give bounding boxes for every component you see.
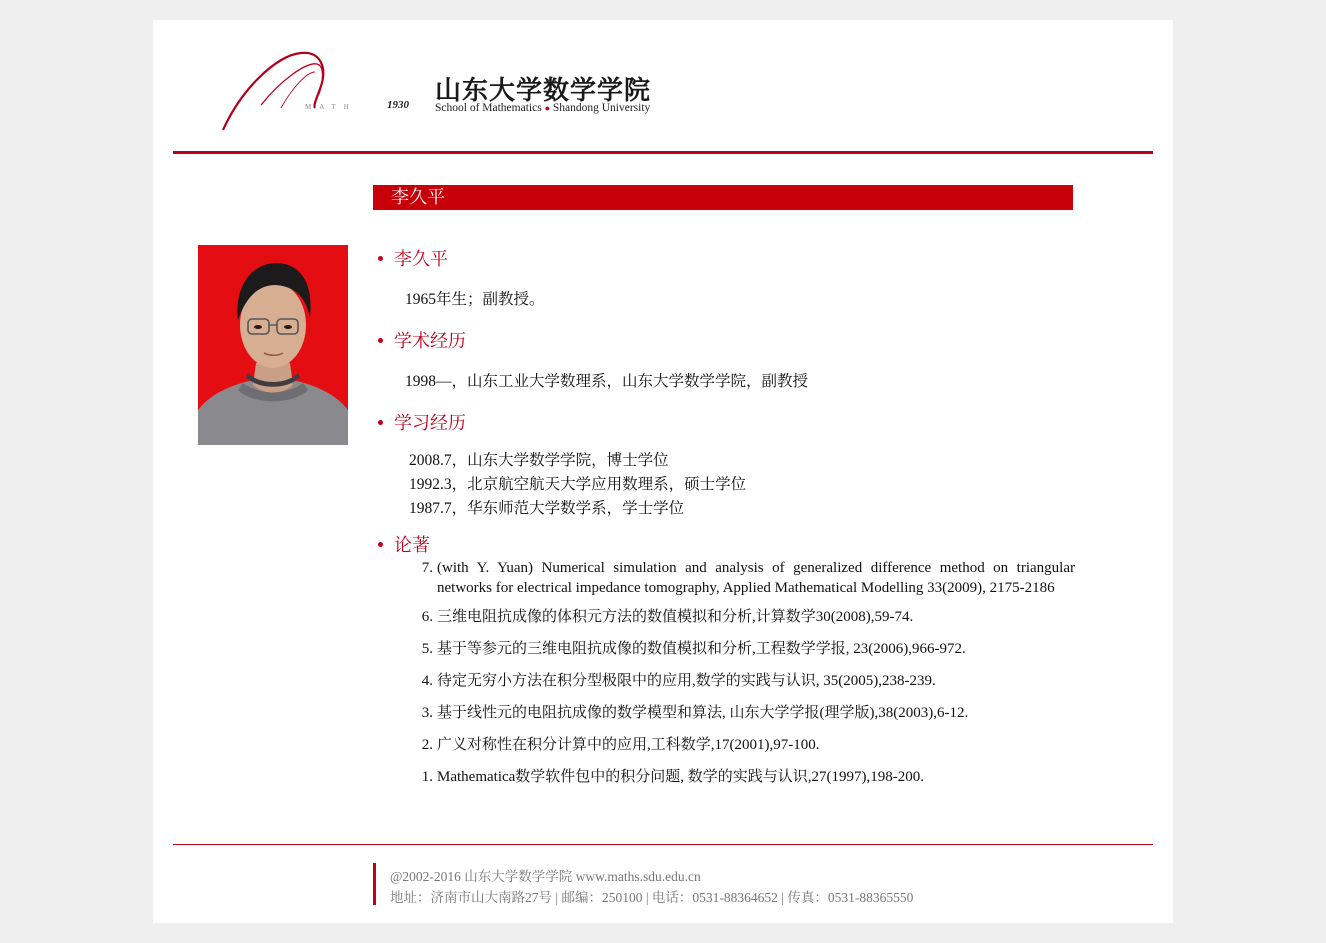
school-name-en-left: School of Mathematics xyxy=(435,102,542,114)
publication-item xyxy=(415,767,1075,787)
footer-contact: 地址：济南市山大南路27号 | 邮编：250100 | 电话：0531-88364652 | 传真：0531-88365550 xyxy=(390,890,914,905)
publication-item xyxy=(415,639,1075,659)
section-academic-title xyxy=(378,327,466,353)
school-name-en xyxy=(435,102,650,114)
publication-item xyxy=(415,607,1075,627)
publication-text: 基于等参元的三维电阻抗成像的数值模拟和分析,工程数学学报, 23(2006),966-972. xyxy=(437,641,966,657)
footer-copyright: @2002-2016 山东大学数学学院 www.maths.sdu.edu.cn xyxy=(390,869,701,884)
academic-text: 1998—，山东工业大学数理系，山东大学数学学院，副教授 xyxy=(405,373,809,390)
logo-year: 1930 xyxy=(387,99,409,111)
section-publications-title xyxy=(378,531,430,557)
bullet-icon xyxy=(378,420,383,425)
publication-number: 2. xyxy=(421,737,433,753)
school-logo[interactable] xyxy=(221,50,652,134)
intro-text: 1965年生；副教授。 xyxy=(405,291,545,308)
publication-number: 3. xyxy=(421,705,433,721)
profile-name-bar: 李久平 xyxy=(373,185,1073,210)
section-education-title-text: 学习经历 xyxy=(394,413,466,434)
publication-text: (with Y. Yuan) Numerical simulation and analysis of generalized difference method on triangular networks for electrical impedance tomography, Applied Mathematical Modelling 33(2009), 2175-2186 xyxy=(437,560,1075,596)
publication-text: 广义对称性在积分计算中的应用,工科数学,17(2001),97-100. xyxy=(437,737,820,753)
portrait-photo xyxy=(198,245,348,445)
section-publications-title-text: 论著 xyxy=(394,535,430,556)
publication-number: 1. xyxy=(421,769,433,785)
section-intro-title xyxy=(378,245,448,271)
publication-item xyxy=(415,671,1075,691)
footer-divider xyxy=(173,844,1153,845)
logo-swoosh-icon xyxy=(221,50,421,134)
education-item: 1987.7，华东师范大学数学系，学士学位 xyxy=(409,500,685,517)
publication-item xyxy=(415,558,1075,598)
publication-text: 待定无穷小方法在积分型极限中的应用,数学的实践与认识, 35(2005),238-239. xyxy=(437,673,936,689)
publication-item xyxy=(415,735,1075,755)
education-item: 1992.3，北京航空航天大学应用数理系，硕士学位 xyxy=(409,476,747,493)
header-divider xyxy=(173,151,1153,154)
school-name-cn: 山东大学数学学院 xyxy=(435,76,652,105)
section-academic-title-text: 学术经历 xyxy=(394,331,466,352)
publication-number: 6. xyxy=(421,609,433,625)
publication-number: 7. xyxy=(421,560,433,576)
bullet-icon xyxy=(378,338,383,343)
logo-math-text: MATH xyxy=(305,103,357,111)
footer-accent-bar xyxy=(373,863,376,905)
section-intro-title-text: 李久平 xyxy=(394,249,448,270)
section-education-title xyxy=(378,409,466,435)
publication-item xyxy=(415,703,1075,723)
separator-dot-icon: ● xyxy=(544,103,550,113)
portrait-icon xyxy=(198,245,348,445)
bullet-icon xyxy=(378,256,383,261)
education-item: 2008.7，山东大学数学学院，博士学位 xyxy=(409,452,669,469)
page-container xyxy=(153,20,1173,923)
bullet-icon xyxy=(378,542,383,547)
publication-text: 基于线性元的电阻抗成像的数学模型和算法, 山东大学学报(理学版),38(2003),6-12. xyxy=(437,705,969,721)
publication-list xyxy=(415,558,1075,799)
publication-text: 三维电阻抗成像的体积元方法的数值模拟和分析,计算数学30(2008),59-74. xyxy=(437,609,914,625)
school-name-en-right: Shandong University xyxy=(552,102,651,114)
publication-text: Mathematica数学软件包中的积分问题, 数学的实践与认识,27(1997),198-200. xyxy=(437,769,925,785)
publication-number: 5. xyxy=(421,641,433,657)
publication-number: 4. xyxy=(421,673,433,689)
